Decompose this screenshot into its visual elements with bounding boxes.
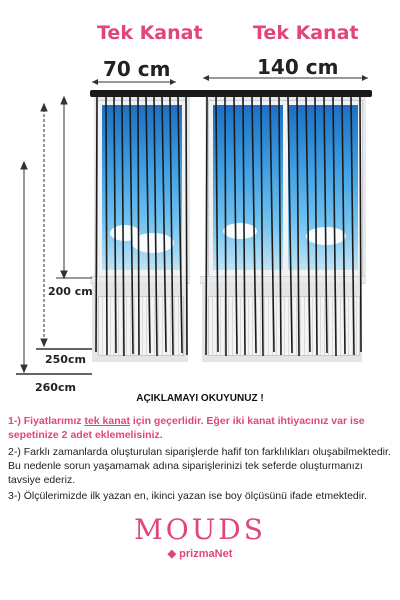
prism-icon: ◆ <box>167 548 177 560</box>
brand-logo: MOUDS <box>134 513 266 546</box>
right-panel-title: Tek Kanat <box>253 22 359 44</box>
height-250-label: 250cm <box>45 353 86 366</box>
left-width-label: 70 cm <box>103 57 171 81</box>
left-panel-title: Tek Kanat <box>97 22 203 44</box>
right-width-label: 140 cm <box>257 55 339 79</box>
right-curtain <box>206 97 361 356</box>
notice-item-1: 1-) Fiyatlarımız tek kanat için geçerlidir. Eğer iki kanat ihtiyacınız var ise sepetinize 2 adet eklemelisiniz. <box>8 415 365 441</box>
brand-sub-logo: ◆ prizmaNet <box>167 548 233 560</box>
notice-heading: AÇIKLAMAYI OKUYUNUZ ! <box>136 393 264 404</box>
height-arrows <box>0 0 100 400</box>
height-260-label: 260cm <box>35 381 76 394</box>
notice-item-2: 2-) Farklı zamanlarda oluşturulan siparişlerde hafif ton farklılıkları oluşabilmektedir. Bu nedenle sorun yaşamamak adına siparişlerinizi tek seferde oluşturmanızı tavsiye ederiz. <box>8 446 391 486</box>
height-200-label: 200 cm <box>48 285 93 298</box>
notice-item-3: 3-) Ölçülerimizde ilk yazan en, ikinci yazan ise boy ölçüsünü ifade etmektedir. <box>8 490 367 502</box>
